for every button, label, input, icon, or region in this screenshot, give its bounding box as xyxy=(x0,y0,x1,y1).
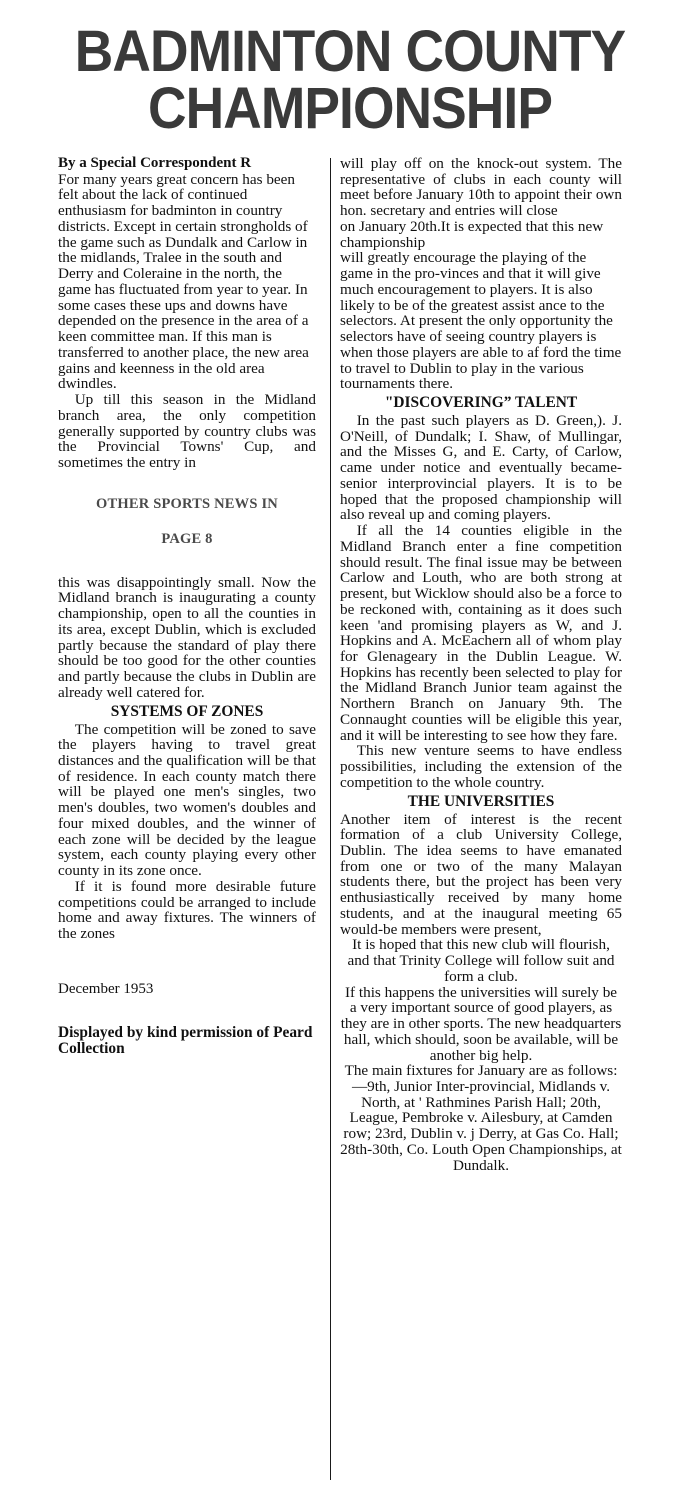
right-paragraph-10: The main fixtures for January are as follows: —9th, Junior Inter-provincial, Midlands v. North, at ' Rathmines Parish Hall; 20th, League, Pembroke v. Ailesbury, at Camden row; 23rd, Dublin v. j Derry, at Gas Co. Hall; 28th-30th, Co. Louth Open Championships, at Dundalk. xyxy=(340,1062,622,1174)
right-paragraph-1: will play off on the knock-out system. The representative of clubs in each county will meet before January 10th to appoint their own hon. secretary and entries will close xyxy=(340,155,622,220)
spacer-before-credit xyxy=(58,997,316,1025)
masthead xyxy=(0,19,700,141)
right-paragraph-2: on January 20th.It is expected that this new championship xyxy=(340,217,604,251)
heading-discovering-talent: "DISCOVERING” TALENT xyxy=(384,394,578,412)
article-columns xyxy=(0,156,700,1481)
right-paragraph-8: It is hoped that this new club will flourish, and that Trinity College will follow suit and form a club. xyxy=(347,936,615,985)
right-paragraph-3: will greatly encourage the playing of the game in the pro-vinces and that it will give much encouragement to players. It is also likely to be of the greatest assist ance to the selectors. At present the only opportunity the selectors have of seeing country players is when those players are able to af ford the time to travel to Dublin to play in the various tournaments there. xyxy=(340,249,622,393)
right-paragraph-6: This new venture seems to have endless possibilities, including the extension of the competition to the whole country. xyxy=(340,742,622,791)
left-paragraph-3: this was disappointingly small. Now the Midland branch is inaugurating a county championship, open to all the counties in its area, except Dublin, which is excluded partly because the standard of play there should be too good for the other counties and partly because the clubs in Dublin are already well catered for. xyxy=(58,573,316,701)
byline: By a Special Correspondent R xyxy=(58,155,252,171)
right-paragraph-9: If this happens the universities will surely be a very important source of good players, as they are in other sports. The new headquarters hall, which should, soon be available, will be another big help. xyxy=(340,983,622,1064)
right-paragraph-7: Another item of interest is the recent formation of a club University College, Dublin. The idea seems to have emanated from one or two of the many Malayan students there, but the project has been very enthusiastically received by many home students, and at the inaugural meeting 65 would-be members were present, xyxy=(340,810,622,938)
publication-date: December 1953 xyxy=(58,980,154,997)
heading-systems-of-zones: SYSTEMS OF ZONES xyxy=(110,702,264,720)
masthead-line-1: BADMINTON COUNTY xyxy=(74,19,626,84)
spacer-before-date xyxy=(58,942,316,982)
promo-page-number: PAGE 8 xyxy=(161,530,213,547)
right-column xyxy=(340,156,622,1173)
left-paragraph-5: If it is found more desirable future competitions could be arranged to include home and away fixtures. The winners of the zones xyxy=(58,877,316,943)
left-column xyxy=(58,156,316,1058)
collection-credit: Displayed by kind permission of Peard Collection xyxy=(58,1024,313,1058)
left-paragraph-4: The competition will be zoned to save the players having to travel great distances and the qualification will be that of residence. In each county match there will be played one men's singles, two men's doubles, two women's doubles and four mixed doubles, and the winner of each zone will be decided by the league system, each county playing every other county in its zone once. xyxy=(58,720,316,880)
column-divider-rule xyxy=(330,158,331,1480)
left-paragraph-1: For many years great concern has been felt about the lack of continued enthusiasm for badminton in country districts. Except in certain strongholds of the game such as Dundalk and Carlow in the midlands, Tralee in the south and Derry and Coleraine in the north, the game has fluctuated from year to year. In some cases these ups and downs have depended on the presence in the area of a keen committee man. If this man is transferred to another place, the new area gains and keenness in the old area dwindles. xyxy=(58,170,309,393)
right-paragraph-4: In the past such players as D. Green,). J. O'Neill, of Dundalk; I. Shaw, of Mullingar, and the Misses G, and E. Carty, of Carlow, came under notice and eventually became-senior interprovincial players. It is to be hoped that the proposed championship will also reveal up and coming players. xyxy=(340,411,622,524)
spacer-after-promo xyxy=(58,547,316,575)
masthead-line-2: CHAMPIONSHIP xyxy=(147,75,553,141)
heading-the-universities: THE UNIVERSITIES xyxy=(407,792,555,810)
left-paragraph-2: Up till this season in the Midland branch area, the only competition generally supported by country clubs was the Provincial Towns' Cup, and sometimes the entry in xyxy=(58,391,316,471)
promo-other-sports-news: OTHER SPORTS NEWS IN xyxy=(96,495,278,512)
right-paragraph-5: If all the 14 counties eligible in the Midland Branch enter a fine competition should result. The final issue may be between Carlow and Louth, who are both strong at present, but Wicklow should also be a force to be reckoned with, containing as it does such keen 'and promising players as W, and J. Hopkins and A. McEachern all of whom play for Glenageary in the Dublin League. W. Hopkins has recently been selected to play for the Midland Branch Junior team against the Northern Branch on January 9th. The Connaught counties will be eligible this year, and it will be interesting to see how they fare. xyxy=(340,522,622,744)
